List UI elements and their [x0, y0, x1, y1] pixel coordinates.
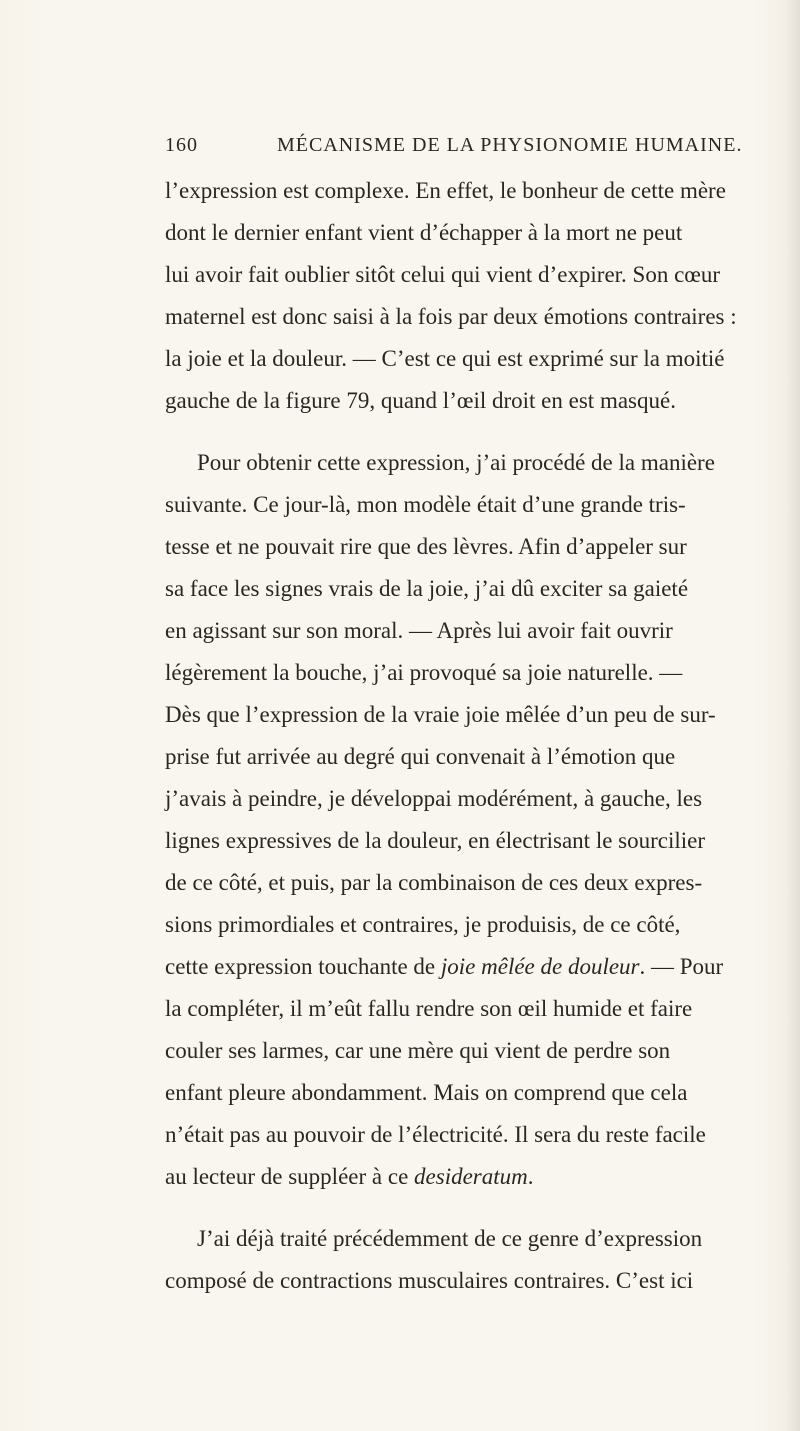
text-line: la compléter, il m’eût fallu rendre son œil humide et faire — [165, 996, 693, 1021]
text-line: la joie et la douleur. — C’est ce qui est exprimé sur la moitié — [165, 346, 725, 371]
text-line: Pour obtenir cette expression, j’ai procédé de la manière — [197, 450, 715, 475]
text-line: maternel est donc saisi à la fois par deux émotions contraires : — [165, 304, 737, 329]
text-line: j’avais à peindre, je développai modérément, à gauche, les — [165, 786, 703, 811]
text-line: enfant pleure abondamment. Mais on comprend que cela — [165, 1080, 688, 1105]
paragraph-2 — [165, 442, 724, 1198]
text-line: couler ses larmes, car une mère qui vient de perdre son — [165, 1038, 671, 1063]
text-line: l’expression est complexe. En effet, le bonheur de cette mère — [165, 178, 726, 203]
text-line: sions primordiales et contraires, je produisis, de ce côté, — [165, 912, 681, 937]
text-line: composé de contractions musculaires contraires. C’est ici — [165, 1268, 694, 1293]
italic-phrase: desideratum — [414, 1164, 528, 1189]
paragraph-1 — [165, 170, 737, 422]
text-line: tesse et ne pouvait rire que des lèvres. Afin d’appeler sur — [165, 534, 687, 559]
italic-phrase: joie mêlée de douleur — [440, 954, 640, 979]
text-line: lignes expressives de la douleur, en électrisant le sourcilier — [165, 828, 706, 853]
text-line: en agissant sur son moral. — Après lui avoir fait ouvrir — [165, 618, 673, 643]
page-header — [165, 134, 743, 164]
paragraph-3 — [165, 1218, 703, 1302]
text-line: au lecteur de suppléer à ce desideratum. — [165, 1164, 534, 1189]
page-number: 160 — [165, 134, 198, 156]
text-line: lui avoir fait oublier sitôt celui qui vient d’expirer. Son cœur — [165, 262, 721, 287]
page-body — [165, 170, 737, 1302]
running-head: MÉCANISME DE LA PHYSIONOMIE HUMAINE. — [277, 134, 743, 156]
text-line: n’était pas au pouvoir de l’électricité. Il sera du reste facile — [165, 1122, 706, 1147]
text-line: dont le dernier enfant vient d’échapper à la mort ne peut — [165, 220, 683, 245]
text-line: prise fut arrivée au degré qui convenait à l’émotion que — [165, 744, 676, 769]
text-line: suivante. Ce jour-là, mon modèle était d’une grande tris- — [165, 492, 686, 517]
text-line: gauche de la figure 79, quand l’œil droit en est masqué. — [165, 388, 676, 413]
text-line: J’ai déjà traité précédemment de ce genre d’expression — [197, 1226, 703, 1251]
text-line: sa face les signes vrais de la joie, j’ai dû exciter sa gaieté — [165, 576, 689, 601]
text-line: Dès que l’expression de la vraie joie mêlée d’un peu de sur- — [165, 702, 716, 727]
text-line: cette expression touchante de joie mêlée de douleur. — Pour — [165, 954, 724, 979]
page-edge-shadow — [786, 0, 800, 1431]
text-line: de ce côté, et puis, par la combinaison de ces deux expres- — [165, 870, 703, 895]
text-line: légèrement la bouche, j’ai provoqué sa joie naturelle. — — [165, 660, 683, 685]
